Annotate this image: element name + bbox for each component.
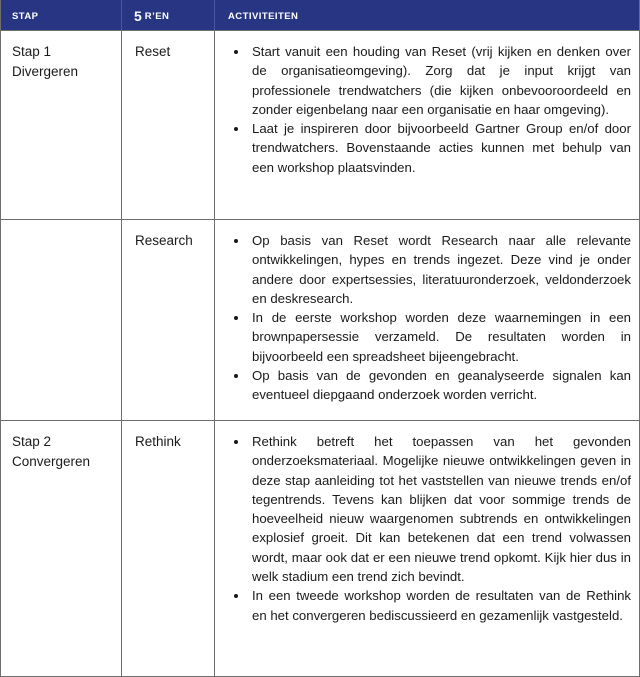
column-header-activiteiten — [214, 0, 639, 30]
column-header-activiteiten-label: ACTIVITEITEN — [228, 11, 299, 22]
activity-bullet-list — [215, 42, 633, 177]
table-body — [1, 30, 639, 676]
column-header-stap — [1, 0, 121, 30]
r-name-label: Research — [135, 233, 193, 248]
column-header-5ren-label: R’EN — [144, 11, 170, 22]
cell-5ren — [121, 421, 214, 676]
table-row — [1, 420, 639, 676]
cell-5ren — [121, 220, 214, 420]
activity-bullet-list — [215, 432, 633, 625]
stap-title-line2: Convergeren — [12, 454, 91, 469]
list-item: In de eerste workshop worden deze waarnemingen in een brownpapersessie verzameld. De resultaten worden in bijvoorbeeld een spreadsheet bijeengebracht. — [215, 308, 633, 366]
stap-title-line2: Divergeren — [12, 64, 79, 79]
list-item: Rethink betreft het toepassen van het gevonden onderzoeksmateriaal. Mogelijke nieuwe ontwikkelingen geven in deze stap aanleiding tot het vaststellen van nieuwe trends en/of tegentrends. Tevens kan blijken dat voor sommige trends de hoeveelheid nieuw waargenomen subtrends en ontwikkelingen explosief groeit. Dit kan betekenen dat een trend volwassen wordt, maar ook dat er een nieuwe trend opkomt. Kijk hier dus in welk stadium een trend zich bevindt. — [215, 432, 633, 586]
column-header-stap-label: STAP — [12, 11, 39, 22]
activity-bullet-list — [215, 231, 633, 405]
cell-stap — [1, 220, 121, 420]
r-name-label: Reset — [135, 44, 171, 59]
list-item: In een tweede workshop worden de resultaten van de Rethink en het convergeren bediscussieerd en gezamenlijk vastgesteld. — [215, 586, 633, 625]
list-item: Start vanuit een houding van Reset (vrij kijken en denken over de organisatieomgeving). Zorg dat je input krijgt van professionele trendwatchers (die kijken onbevooroordeeld en zonder eigenbelang naar een organisatie en haar omgeving). — [215, 42, 633, 119]
table-header-row — [1, 0, 639, 30]
cell-5ren — [121, 31, 214, 219]
stap-title-line1: Stap 2 — [12, 434, 52, 449]
cell-stap — [1, 421, 121, 676]
cell-activiteiten — [214, 220, 639, 420]
list-item: Laat je inspireren door bijvoorbeeld Gartner Group en/of door trendwatchers. Bovenstaande acties kunnen met behulp van een workshop plaatsvinden. — [215, 119, 633, 177]
cell-stap — [1, 31, 121, 219]
table-row — [1, 219, 639, 420]
r-name-label: Rethink — [135, 434, 181, 449]
list-item: Op basis van de gevonden en geanalyseerde signalen kan eventueel diepgaand onderzoek worden verricht. — [215, 366, 633, 405]
table-row — [1, 30, 639, 219]
cell-activiteiten — [214, 421, 639, 676]
list-item: Op basis van Reset wordt Research naar alle relevante ontwikkelingen, hypes en trends ingezet. Deze vind je onder andere door expertsessies, literatuuronderzoek, veldonderzoek en deskresearch. — [215, 231, 633, 308]
column-header-5ren — [121, 0, 214, 30]
stap-title-line1: Stap 1 — [12, 44, 52, 59]
cell-activiteiten — [214, 31, 639, 219]
column-header-5ren-number: 5 — [134, 8, 142, 24]
